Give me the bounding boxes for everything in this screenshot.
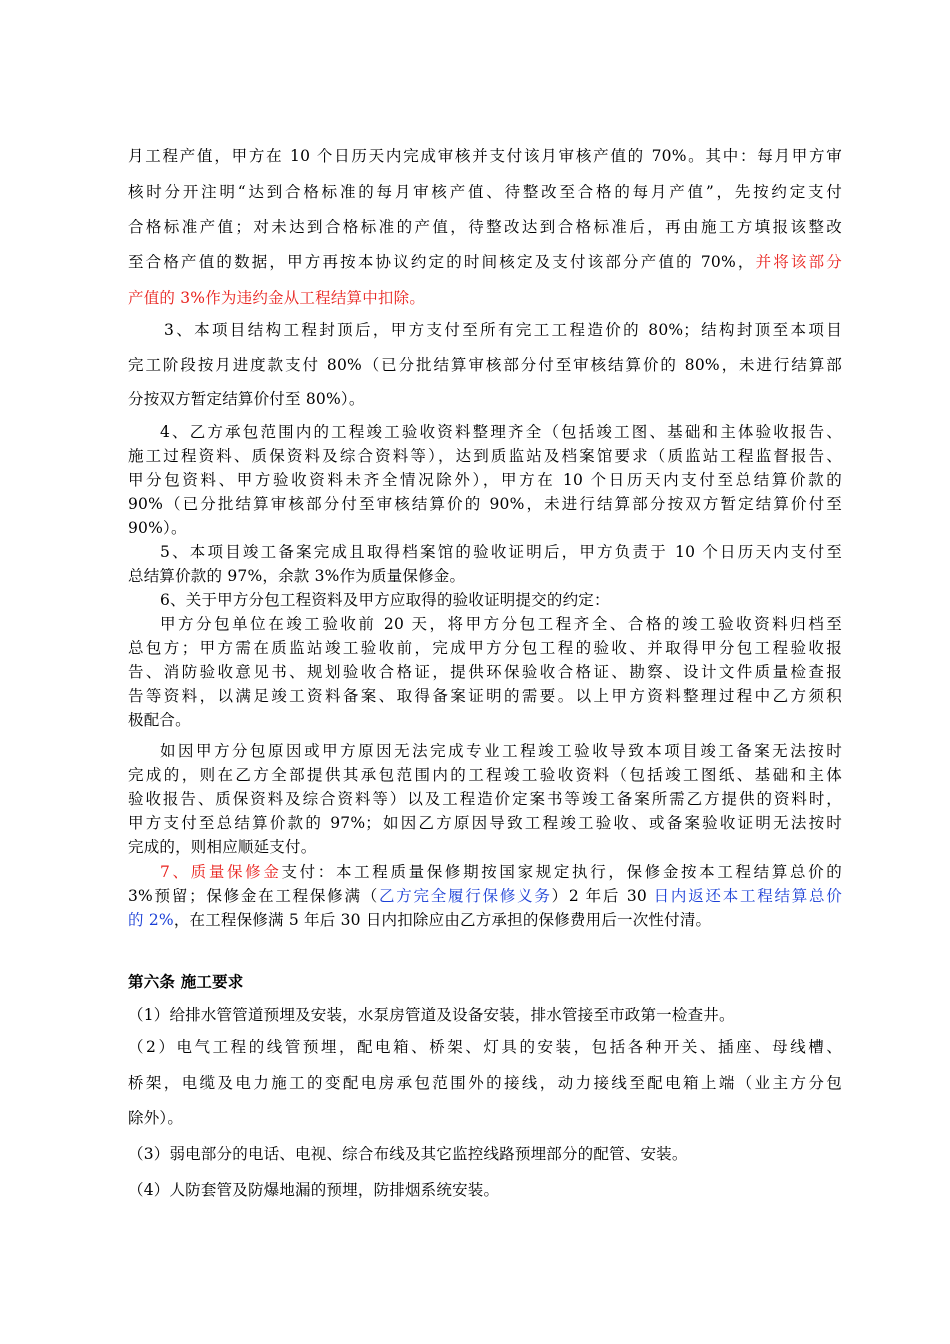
highlighted-text: 乙方完全履行保修义务 bbox=[378, 887, 552, 905]
text-line: 分按双方暂定结算价付至 80%）。 bbox=[128, 390, 365, 408]
requirement-item: （3）弱电部分的电话、电视、综合布线及其它监控线路预埋部分的配管、安装。 bbox=[128, 1145, 688, 1163]
text-line bbox=[128, 884, 842, 908]
text-segment: 支付：本工程质量保修期按国家规定执行，保修金按本工程结算总价的 bbox=[281, 863, 842, 881]
highlighted-text: 并将该部分 bbox=[755, 253, 842, 271]
text-line: 施工过程资料、质保资料及综合资料等），达到质监站及档案馆要求（质监站工程监督报告、 bbox=[128, 447, 842, 465]
text-line: 4、乙方承包范围内的工程竣工验收资料整理齐全（包括竣工图、基础和主体验收报告、 bbox=[160, 423, 842, 441]
text-line: 完成的，则相应顺延支付。 bbox=[128, 838, 317, 856]
text-line: 极配合。 bbox=[128, 711, 191, 729]
text-line: 甲方支付至总结算价款的 97%；如因乙方原因导致工程竣工验收、或备案验收证明无法按时 bbox=[128, 814, 842, 832]
highlighted-text: 产值的 3%作为违约金从工程结算中扣除。 bbox=[128, 289, 426, 307]
text-line: 合格标准产值；对未达到合格标准的产值，待整改达到合格标准后，再由施工方填报该整改 bbox=[128, 218, 842, 236]
text-line bbox=[128, 908, 842, 932]
text-segment: 3%预留；保修金在工程保修满（ bbox=[128, 887, 379, 905]
text-segment: ）2 年后 30 bbox=[551, 887, 654, 905]
text-line: 6、关于甲方分包工程资料及甲方应取得的验收证明提交的约定： bbox=[160, 591, 610, 609]
section-heading: 第六条 施工要求 bbox=[128, 972, 244, 991]
text-line bbox=[128, 250, 842, 274]
text-line: 90%（已分批结算审核部分付至审核结算价的 90%，未进行结算部分按双方暂定结算价付至 bbox=[128, 495, 842, 513]
highlighted-text: 的 2% bbox=[128, 911, 174, 929]
requirement-item: 桥架，电缆及电力施工的变配电房承包范围外的接线，动力接线至配电箱上端（业主方分包 bbox=[128, 1074, 842, 1092]
text-line: 核时分开注明“达到合格标准的每月审核产值、待整改至合格的每月产值”，先按约定支付 bbox=[128, 183, 842, 201]
text-line: 告等资料，以满足竣工资料备案、取得备案证明的需要。以上甲方资料整理过程中乙方须积 bbox=[128, 687, 842, 705]
text-line: 甲方分包单位在竣工验收前 20 天，将甲方分包工程齐全、合格的竣工验收资料归档至 bbox=[160, 615, 842, 633]
text-line: 5、本项目竣工备案完成且取得档案馆的验收证明后，甲方负责于 10 个日历天内支付至 bbox=[160, 543, 842, 561]
text-line: 月工程产值，甲方在 10 个日历天内完成审核并支付该月审核产值的 70%。其中：每月甲方审 bbox=[128, 147, 842, 165]
text-line: 验收报告、质保资料及综合资料等）以及工程造价定案书等竣工备案所需乙方提供的资料时， bbox=[128, 790, 842, 808]
text-segment: 至合格产值的数据，甲方再按本协议约定的时间核定及支付该部分产值的 70%， bbox=[128, 253, 756, 271]
text-line: 总包方；甲方需在质监站竣工验收前，完成甲方分包工程的验收、并取得甲分包工程验收报 bbox=[128, 639, 842, 657]
text-line: 90%）。 bbox=[128, 519, 187, 537]
highlighted-text: 日内返还本工程结算总价 bbox=[653, 887, 842, 905]
text-line: 完工阶段按月进度款支付 80%（已分批结算审核部分付至审核结算价的 80%，未进行结算部 bbox=[128, 356, 842, 374]
requirement-item: （4）人防套管及防爆地漏的预埋，防排烟系统安装。 bbox=[128, 1181, 500, 1199]
text-line: 总结算价款的 97%，余款 3%作为质量保修金。 bbox=[128, 567, 466, 585]
text-line bbox=[160, 860, 842, 884]
text-line: 完成的，则在乙方全部提供其承包范围内的工程竣工验收资料（包括竣工图纸、基础和主体 bbox=[128, 766, 842, 784]
text-line: 如因甲方分包原因或甲方原因无法完成专业工程竣工验收导致本项目竣工备案无法按时 bbox=[160, 742, 842, 760]
text-line: 告、消防验收意见书、规划验收合格证，提供环保验收合格证、勘察、设计文件质量检查报 bbox=[128, 663, 842, 681]
requirement-item: （2）电气工程的线管预埋，配电箱、桥架、灯具的安装，包括各种开关、插座、母线槽、 bbox=[128, 1038, 842, 1056]
requirement-item: （1）给排水管管道预埋及安装，水泵房管道及设备安装，排水管接至市政第一检查井。 bbox=[128, 1006, 735, 1024]
text-line: 甲分包资料、甲方验收资料未齐全情况除外），甲方在 10 个日历天内支付至总结算价款的 bbox=[128, 471, 842, 489]
highlighted-text: 7、质量保修金 bbox=[160, 863, 282, 881]
text-segment: ，在工程保修满 5 年后 30 日内扣除应由乙方承担的保修费用后一次性付清。 bbox=[173, 911, 712, 929]
text-line: 3、本项目结构工程封顶后，甲方支付至所有完工工程造价的 80%；结构封顶至本项目 bbox=[164, 321, 842, 339]
requirement-item: 除外）。 bbox=[128, 1109, 184, 1127]
